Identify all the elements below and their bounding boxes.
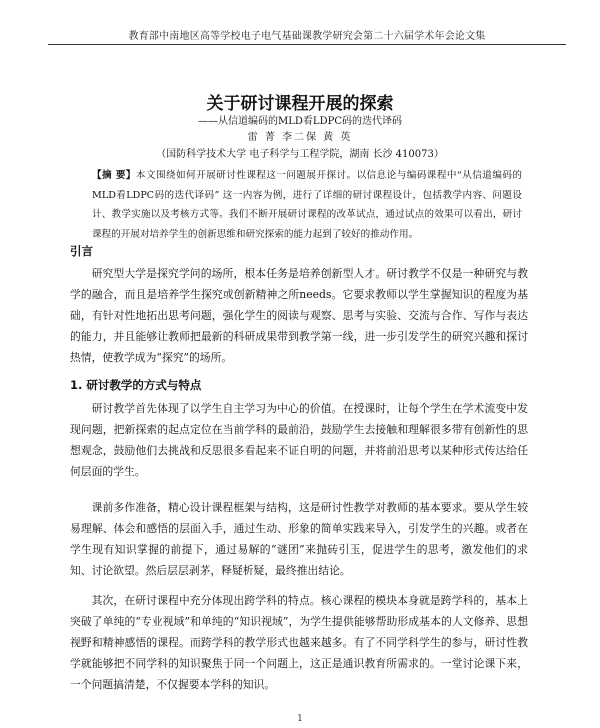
section1-heading: 1. 研讨教学的方式与特点 <box>70 378 202 392</box>
section1-paragraph-3: 其次，在研讨课程中充分体现出跨学科的特点。核心课程的模块本身就是跨学科的，基本上突破了单纯的“专业视域”和单纯的“知识视域”，为学生提供能够帮助形成基本的人文修养、思想视野和精神感悟的课程。而跨学科的教学形式也越来越多。有了不同学科学生的参与，研讨性教学就能够把不同学科的知识聚焦于同一个问题上，这正是通识教育所需求的。一堂讨论课下来，一个问题搞清楚，不仅握要本学科的知识。 <box>70 594 528 691</box>
abstract-block <box>92 166 522 244</box>
section1-paragraph-1: 研讨教学首先体现了以学生自主学习为中心的价值。在授课时，让每个学生在学术流变中发现问题，把新探索的起点定位在当前学科的最前沿，鼓励学生去接触和理解很多带有创新性的思想观念，鼓励他们去挑战和反思很多看起来不证自明的问题，并将前沿思考以某种形式传达给任何层面的学生。 <box>70 402 528 478</box>
running-header: 教育部中南地区高等学校电子电气基础课教学研究会第二十六届学术年会论文集 <box>48 27 566 45</box>
intro-heading: 引言 <box>70 244 93 258</box>
paper-title: 关于研讨课程开展的探索 <box>206 94 394 114</box>
abstract-label: 【摘 要】 <box>92 170 136 181</box>
intro-paragraph: 研究型大学是探究学问的场所，根本任务是培养创新型人才。研讨教学不仅是一种研究与教学的融合，而且是培养学生探究或创新精神之所needs。它要求教师以学生掌握知识的程度为基础，有针对性地拓出思考问题，强化学生的阅读与观察、思考与实验、交流与合作、写作与表达的能力，并且能够让教师把最新的科研成果带到教学第一线，进一步引发学生的研究兴趣和探讨热情，使教学成为“探究”的场所。 <box>70 267 528 364</box>
paper-authors: 雷 菁 李二保 黄 英 <box>247 132 353 143</box>
section1-paragraph-2: 课前多作准备，精心设计课程框架与结构，这是研讨性教学对教师的基本要求。要从学生较易理解、体会和感悟的层面入手，通过生动、形象的简单实践来导入，引发学生的兴趣。或者在学生现有知识掌握的前提下，通过易解的“谜团”来抛砖引玉，促进学生的思考，激发他们的求知、讨论欲望。然后层层剥茅，释疑析疑，最终推出结论。 <box>70 501 528 577</box>
abstract-text: 本文围绕如何开展研讨性课程这一问题展开探讨。以信息论与编码课程中“从信道编码的MLD看LDPC码的迭代译码” 这一内容为例，进行了详细的研讨课程设计，包括教学内容、问题设计、教学实施以及考核方式等。我们不断开展研讨课程的改革试点，通过试点的效果可以看出，研讨课程的开展对培养学生的创新思维和研究探索的能力起到了较好的推动作用。 <box>92 170 522 240</box>
page-number: 1 <box>297 714 303 724</box>
paper-affiliation: （国防科学技术大学 电子科学与工程学院，湖南 长沙 410073） <box>156 149 444 160</box>
paper-subtitle: ——从信道编码的MLD看LDPC码的迭代译码 <box>198 116 402 127</box>
